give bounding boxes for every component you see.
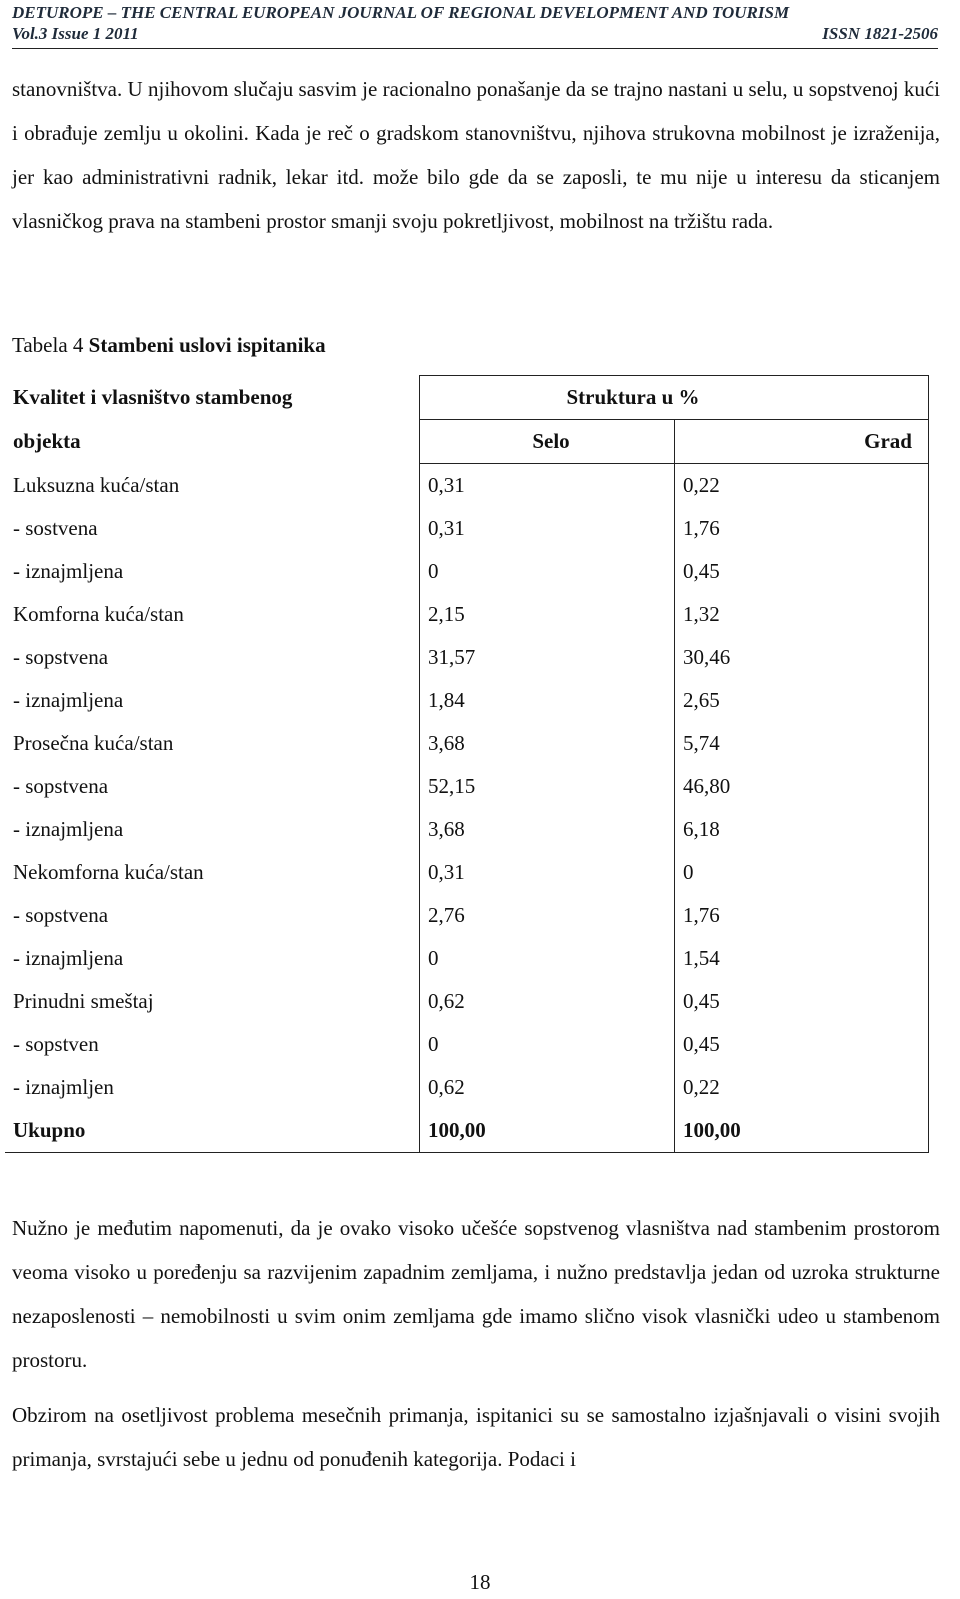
paragraph-income: Obzirom na osetljivost problema mesečnih primanja, ispitanici su se samostalno izjašnjavali o visini svojih primanja, svrstajući sebe u jednu od ponuđenih kategorija. Podaci i xyxy=(12,1403,940,1471)
header-rule xyxy=(12,48,938,49)
row-grad-value: 46,80 xyxy=(675,765,929,808)
row-grad-value: 1,54 xyxy=(675,937,929,980)
volume-issue: Vol.3 Issue 1 2011 xyxy=(12,24,139,43)
row-selo-value: 0,62 xyxy=(420,1066,675,1109)
row-grad-value: 0,22 xyxy=(675,464,929,508)
row-label: Komforna kuća/stan xyxy=(5,593,420,636)
row-grad-value: 0,45 xyxy=(675,980,929,1023)
row-label: - sopstvena xyxy=(5,636,420,679)
table-row xyxy=(5,980,929,1023)
housing-conditions-table xyxy=(5,375,929,1153)
running-header xyxy=(12,2,938,44)
header-object: objekta xyxy=(5,420,420,464)
row-selo-value: 2,76 xyxy=(420,894,675,937)
table-caption-prefix: Tabela 4 xyxy=(12,333,89,357)
journal-title: DETUROPE – THE CENTRAL EUROPEAN JOURNAL OF REGIONAL DEVELOPMENT AND TOURISM xyxy=(12,3,790,22)
row-selo-value: 0 xyxy=(420,550,675,593)
row-selo-value: 31,57 xyxy=(420,636,675,679)
row-grad-value: 0,22 xyxy=(675,1066,929,1109)
table-row xyxy=(5,765,929,808)
row-grad-value: 0,45 xyxy=(675,550,929,593)
table-row xyxy=(5,593,929,636)
table-row xyxy=(5,1066,929,1109)
table-row xyxy=(5,937,929,980)
row-grad-value: 100,00 xyxy=(675,1109,929,1153)
row-label: - sopstven xyxy=(5,1023,420,1066)
row-grad-value: 0,45 xyxy=(675,1023,929,1066)
row-selo-value: 3,68 xyxy=(420,722,675,765)
header-selo: Selo xyxy=(420,420,675,464)
header-structure: Struktura u % xyxy=(420,376,929,420)
row-grad-value: 1,76 xyxy=(675,894,929,937)
row-selo-value: 52,15 xyxy=(420,765,675,808)
table-row xyxy=(5,722,929,765)
table-row xyxy=(5,507,929,550)
row-grad-value: 5,74 xyxy=(675,722,929,765)
header-grad: Grad xyxy=(675,420,929,464)
table-row xyxy=(5,851,929,894)
header-quality-ownership: Kvalitet i vlasništvo stambenog xyxy=(5,376,420,420)
row-label: Prinudni smeštaj xyxy=(5,980,420,1023)
row-label: Prosečna kuća/stan xyxy=(5,722,420,765)
row-selo-value: 0,31 xyxy=(420,851,675,894)
row-label: - iznajmljena xyxy=(5,679,420,722)
table-row xyxy=(5,894,929,937)
row-grad-value: 30,46 xyxy=(675,636,929,679)
row-grad-value: 1,32 xyxy=(675,593,929,636)
table-header-row-2 xyxy=(5,420,929,464)
page-number: 18 xyxy=(469,1570,491,1594)
table-header-row-1 xyxy=(5,376,929,420)
row-grad-value: 0 xyxy=(675,851,929,894)
row-label: - sostvena xyxy=(5,507,420,550)
row-selo-value: 3,68 xyxy=(420,808,675,851)
row-grad-value: 6,18 xyxy=(675,808,929,851)
table-row xyxy=(5,808,929,851)
row-selo-value: 2,15 xyxy=(420,593,675,636)
row-label: Luksuzna kuća/stan xyxy=(5,464,420,508)
row-grad-value: 1,76 xyxy=(675,507,929,550)
issn: ISSN 1821-2506 xyxy=(822,24,938,43)
table-row xyxy=(5,550,929,593)
row-label: - sopstvena xyxy=(5,894,420,937)
row-label: - iznajmljen xyxy=(5,1066,420,1109)
row-selo-value: 0,31 xyxy=(420,464,675,508)
row-label: - iznajmljena xyxy=(5,550,420,593)
table-total-row xyxy=(5,1109,929,1153)
row-selo-value: 100,00 xyxy=(420,1109,675,1153)
table-row xyxy=(5,464,929,508)
row-label: Nekomforna kuća/stan xyxy=(5,851,420,894)
paragraph-intro: stanovništva. U njihovom slučaju sasvim je racionalno ponašanje da se trajno nastani u selu, u sopstvenoj kući i obrađuje zemlju u okolini. Kada je reč o gradskom stanovništvu, njihova strukovna mobilnost je izraženija, jer kao administrativni radnik, lekar itd. može bilo gde da se zaposli, te mu nije u interesu da sticanjem vlasničkog prava na stambeni prostor smanji svoju pokretljivost, mobilnost na tržištu rada. xyxy=(12,77,940,233)
table-caption-title: Stambeni uslovi ispitanika xyxy=(88,333,326,357)
row-grad-value: 2,65 xyxy=(675,679,929,722)
table-row xyxy=(5,636,929,679)
row-label: - iznajmljena xyxy=(5,808,420,851)
row-label: Ukupno xyxy=(5,1109,420,1153)
row-selo-value: 0 xyxy=(420,937,675,980)
header-issue-row xyxy=(12,23,938,44)
row-selo-value: 0 xyxy=(420,1023,675,1066)
paragraph-ownership-note: Nužno je međutim napomenuti, da je ovako visoko učešće sopstvenog vlasništva nad stambenim prostorom veoma visoko u poređenju sa razvijenim zapadnim zemljama, i nužno predstavlja jedan od uzroka strukturne nezaposlenosti – nemobilnosti u svim onim zemljama gde imamo slično visok vlasnički udeo u stambenom prostoru. xyxy=(12,1216,940,1372)
row-selo-value: 0,62 xyxy=(420,980,675,1023)
table-row xyxy=(5,679,929,722)
table-row xyxy=(5,1023,929,1066)
row-label: - sopstvena xyxy=(5,765,420,808)
row-selo-value: 0,31 xyxy=(420,507,675,550)
table-caption xyxy=(12,330,326,360)
row-selo-value: 1,84 xyxy=(420,679,675,722)
row-label: - iznajmljena xyxy=(5,937,420,980)
